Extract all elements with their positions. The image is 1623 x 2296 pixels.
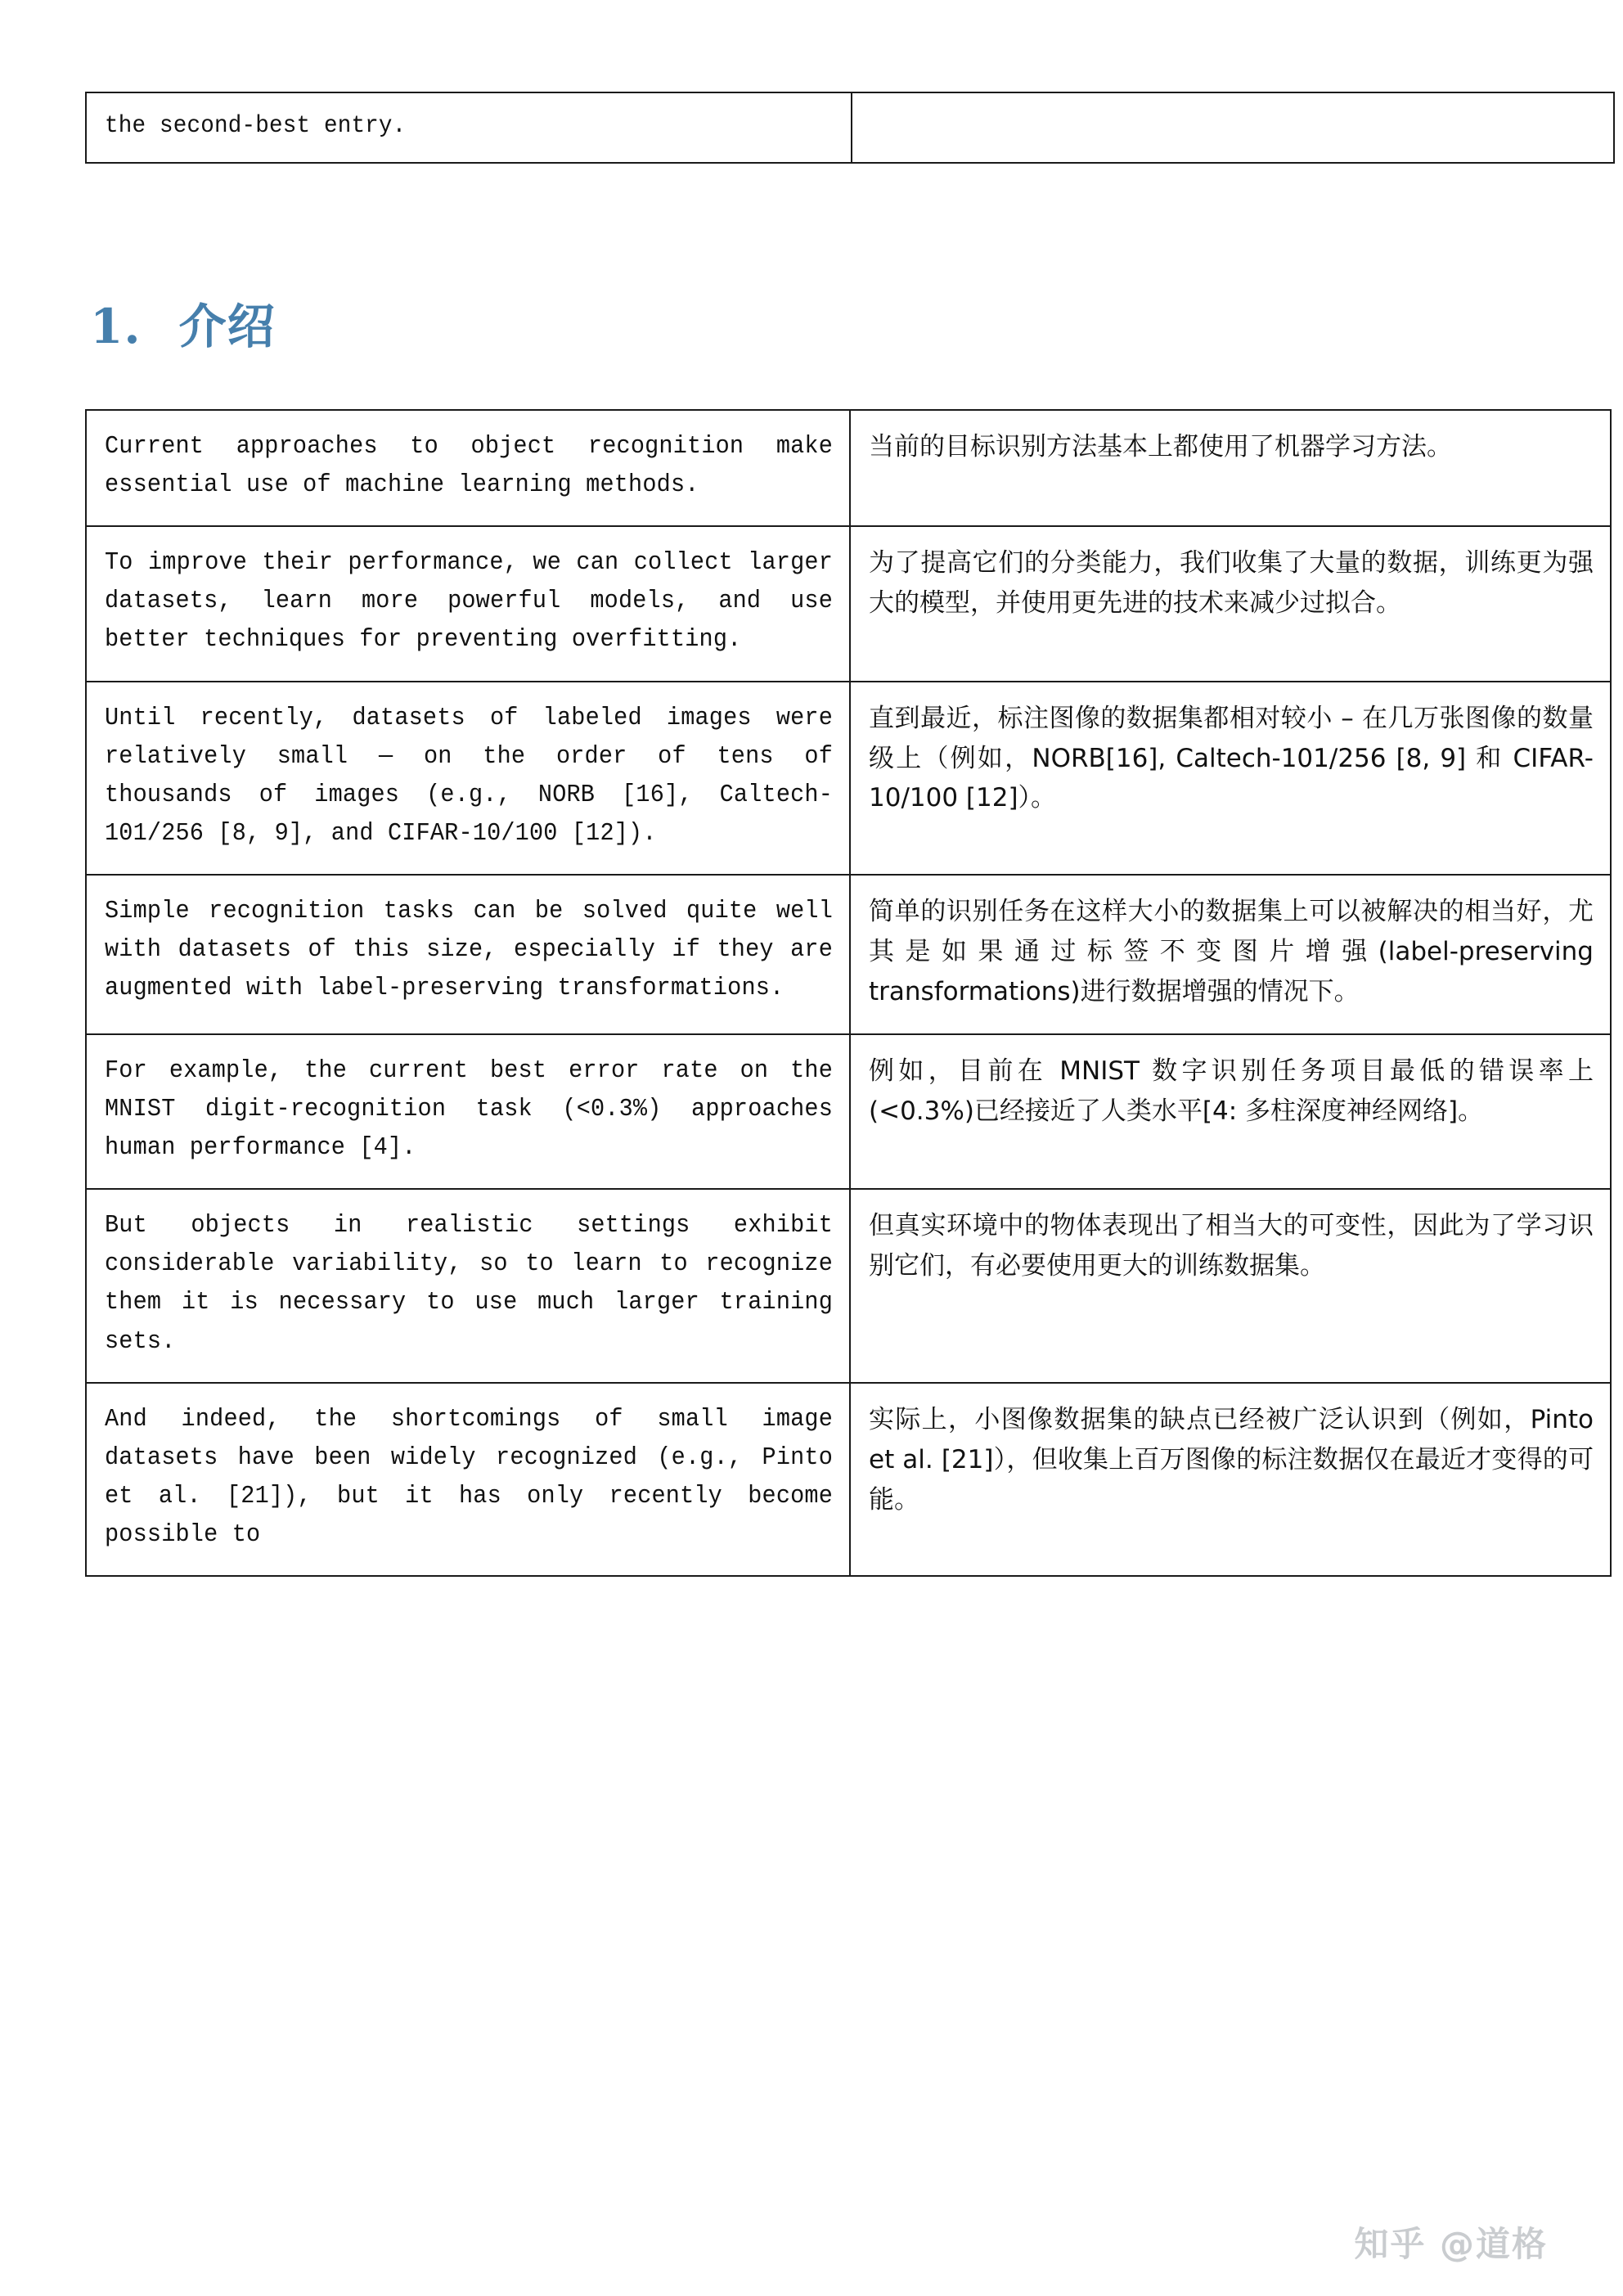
table-cell-chinese [850, 1034, 1611, 1189]
chinese-paragraph: 例如，目前在 MNIST 数字识别任务项目最低的错误率上(<0.3%)已经接近了人类水平[4: 多柱深度神经网络]。 [869, 1056, 1594, 1126]
table-row [86, 682, 1611, 875]
table-cell-english [86, 682, 850, 875]
table-cell-english [86, 1034, 850, 1189]
table-cell-chinese [850, 526, 1611, 681]
table-cell-english [86, 526, 850, 681]
table-row [86, 1189, 1611, 1382]
english-paragraph: For example, the current best error rate on the MNIST digit-recognition task (<0.3%) approaches human performance [4]. [105, 1056, 834, 1163]
bilingual-translation-table [85, 409, 1612, 1577]
table-row [86, 92, 1614, 163]
chinese-paragraph: 为了提高它们的分类能力，我们收集了大量的数据，训练更为强大的模型，并使用更先进的技术来减少过拟合。 [869, 548, 1594, 619]
table-row [86, 1383, 1611, 1576]
table-cell-english [86, 92, 852, 163]
english-paragraph: Current approaches to object recognition make essential use of machine learning methods. [105, 432, 834, 500]
english-paragraph: the second-best entry. [105, 112, 407, 140]
continuation-table [85, 92, 1615, 164]
table-cell-chinese [850, 875, 1611, 1034]
table-cell-english [86, 1383, 850, 1576]
chinese-paragraph: 但真实环境中的物体表现出了相当大的可变性，因此为了学习识别它们，有必要使用更大的训练数据集。 [869, 1211, 1594, 1281]
table-cell-chinese [850, 1189, 1611, 1382]
chinese-paragraph: 简单的识别任务在这样大小的数据集上可以被解决的相当好，尤其是如果通过标签不变图片增强(label-preserving transformations)进行数据增强的情况下。 [869, 896, 1594, 1006]
section-title: 介绍 [178, 299, 276, 354]
table-cell-chinese [850, 682, 1611, 875]
table-cell-chinese [850, 410, 1611, 526]
chinese-paragraph: 直到最近，标注图像的数据集都相对较小 – 在几万张图像的数量级上（例如，NORB[16], Caltech-101/256 [8, 9] 和 CIFAR-10/100 [12]）。 [869, 703, 1594, 813]
section-number: 1. [90, 299, 142, 354]
table-cell-chinese [850, 1383, 1611, 1576]
table-cell-english [86, 410, 850, 526]
table-row [86, 410, 1611, 526]
chinese-paragraph: 实际上，小图像数据集的缺点已经被广泛认识到（例如，Pinto et al. [21]），但收集上百万图像的标注数据仅在最近才变得的可能。 [869, 1404, 1594, 1515]
table-row [86, 875, 1611, 1034]
table-row [86, 526, 1611, 681]
continuation-table-body [86, 92, 1614, 163]
bilingual-table-body [86, 410, 1611, 1576]
chinese-paragraph: 当前的目标识别方法基本上都使用了机器学习方法。 [869, 432, 1452, 461]
zhihu-watermark: 知乎 @道格 [1354, 2224, 1548, 2264]
table-cell-english [86, 1189, 850, 1382]
table-cell-english [86, 875, 850, 1034]
english-paragraph: But objects in realistic settings exhibit considerable variability, so to learn to recognize them it is necessary to use much larger training sets. [105, 1211, 834, 1356]
table-row [86, 1034, 1611, 1189]
table-cell-chinese [852, 92, 1614, 163]
english-paragraph: Until recently, datasets of labeled images were relatively small — on the order of tens of thousands of images (e.g., NORB [16], Caltech-101/256 [8, 9], and CIFAR-10/100 [12]). [105, 703, 834, 848]
english-paragraph: To improve their performance, we can collect larger datasets, learn more powerful models, and use better techniques for preventing overfitting. [105, 548, 834, 655]
section-heading [90, 288, 276, 357]
english-paragraph: And indeed, the shortcomings of small image datasets have been widely recognized (e.g., Pinto et al. [21]), but it has only recently become possible to [105, 1404, 834, 1549]
english-paragraph: Simple recognition tasks can be solved quite well with datasets of this size, especially if they are augmented with label-preserving transformations. [105, 896, 834, 1003]
